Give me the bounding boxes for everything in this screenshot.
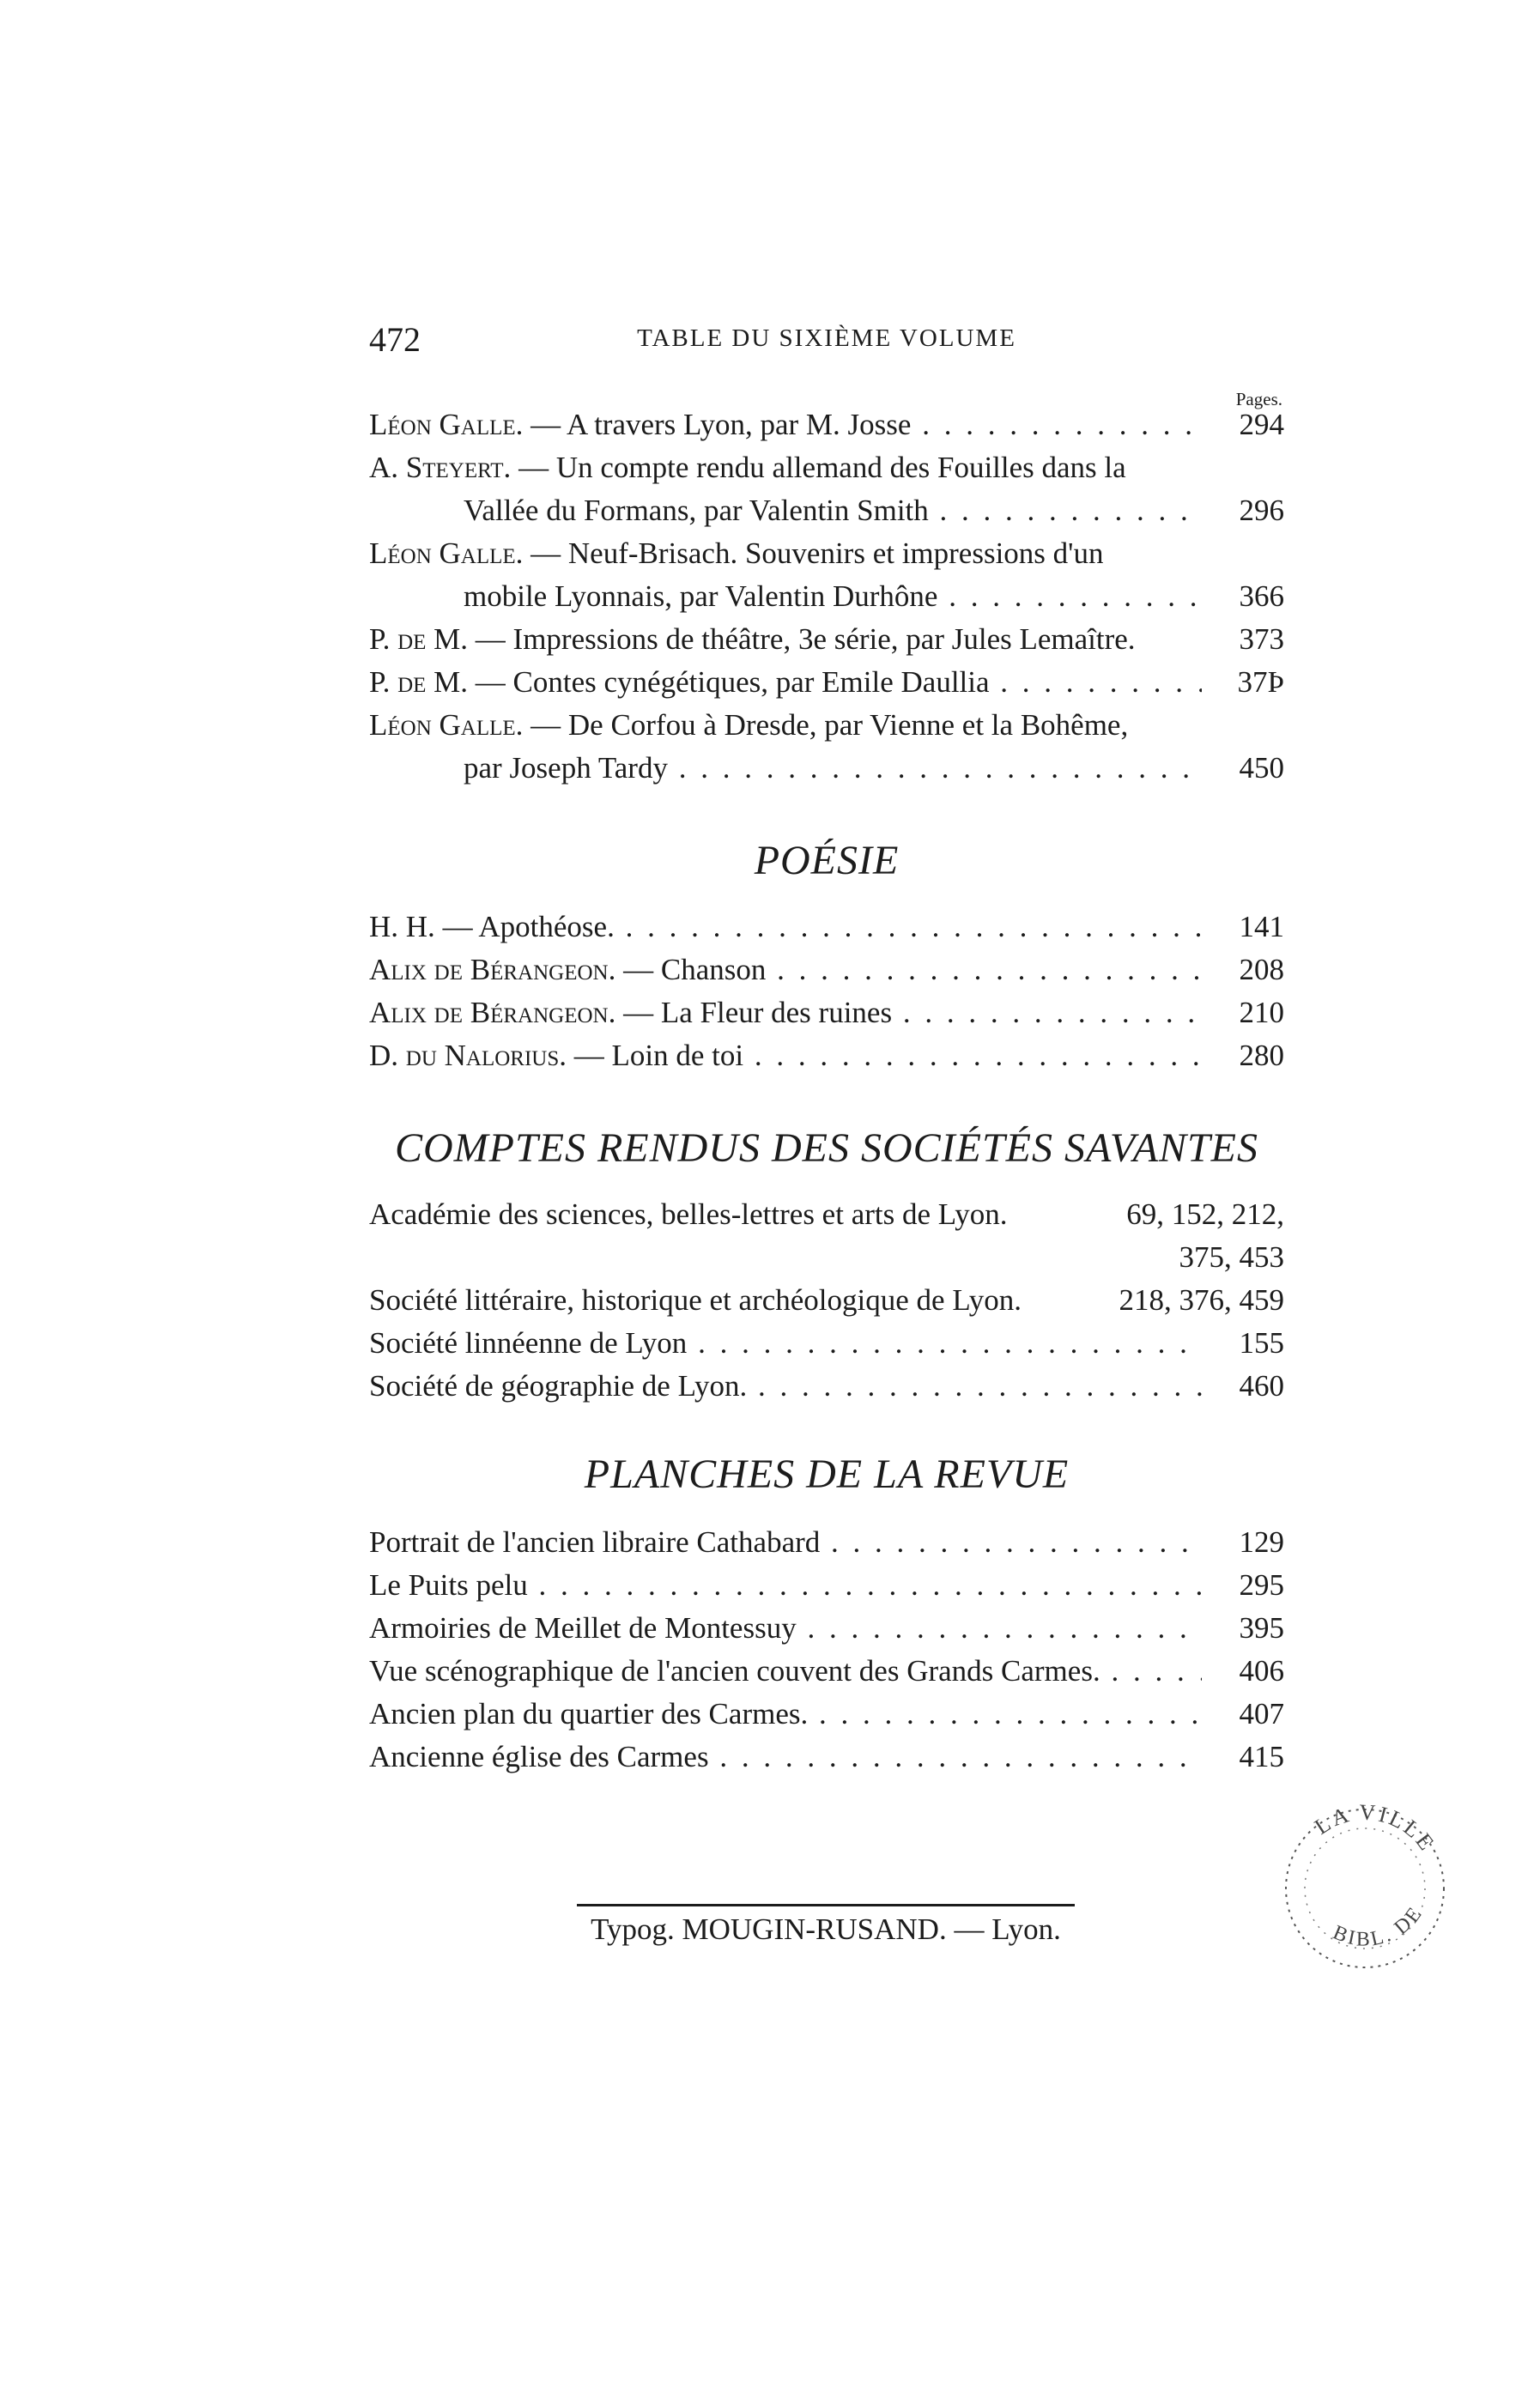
list-item [369, 403, 1284, 446]
list-item [369, 1650, 1284, 1693]
entry-page: 407 [1239, 1697, 1284, 1730]
entry-title: — Chanson [615, 953, 767, 986]
pages-column-label: Pages. [1235, 389, 1282, 409]
entry-title-cont: par Joseph Tardy . . . [464, 747, 1202, 790]
entry-title: — Un compte rendu allemand des Fouilles dans la [511, 451, 1126, 484]
library-stamp-icon [1270, 1794, 1459, 1983]
section-title-planches: PLANCHES DE LA REVUE [584, 1452, 1070, 1497]
section-title-poesie: POÉSIE [754, 838, 900, 883]
entry-title-cont: Vallée du Formans, par Valentin Smith . . . [464, 489, 1202, 532]
entry-page: 366 [1239, 579, 1284, 613]
list-item [369, 1365, 1284, 1408]
entry-page: 295 [1239, 1568, 1284, 1602]
list-item [369, 1279, 1284, 1322]
stamp-text-bottom: BIBL. DE [1329, 1901, 1428, 1951]
svg-text:BIBL. DE [1330, 1901, 1428, 1950]
entry-page: 395 [1239, 1611, 1284, 1645]
list-item [369, 704, 1284, 790]
list-item [369, 661, 1284, 704]
entry-title: Académie des sciences, belles-lettres et arts de Lyon. [369, 1197, 1008, 1231]
printer-imprint: Typog. MOUGIN-RUSAND. — Lyon. [591, 1912, 1061, 1946]
entry-author: P. de M. [369, 665, 469, 699]
entry-title: Ancien plan du quartier des Carmes. . . . [369, 1693, 1202, 1736]
list-item [369, 991, 1284, 1034]
list-item [369, 1736, 1284, 1779]
entry-pages: 69, 152, 212, [1126, 1197, 1284, 1231]
entry-title: Société linnéenne de Lyon . . . [369, 1322, 1202, 1365]
entry-page: 406 [1239, 1654, 1284, 1688]
entry-page: 294 [1239, 408, 1284, 441]
entry-author: H. H. [369, 910, 435, 943]
entry-author: Léon Galle. [369, 536, 524, 570]
entry-title: — Impressions de théâtre, 3e série, par Jules Lemaître. [468, 622, 1136, 656]
entry-title: — Apothéose. [434, 910, 615, 943]
imprint-rule [577, 1904, 1075, 1906]
svg-text:LA VILLE [1310, 1800, 1440, 1857]
entry-author: P. de M. [369, 622, 469, 656]
running-title: TABLE DU SIXIÈME VOLUME [637, 324, 1016, 352]
entry-page: 129 [1239, 1525, 1284, 1559]
entry-title: Le Puits pelu . . . [369, 1564, 1202, 1607]
entry-page: 415 [1239, 1740, 1284, 1773]
entry-page: 460 [1239, 1369, 1284, 1403]
section-title-comptes-rendus: COMPTES RENDUS DES SOCIÉTÉS SAVANTES [394, 1125, 1258, 1171]
entry-page: 37Þ [1237, 665, 1284, 699]
list-item [369, 446, 1284, 532]
page-header [369, 319, 1284, 371]
entry-page: 373 [1239, 622, 1284, 656]
entry-author: Alix de Bérangeon. [369, 996, 616, 1029]
entry-page: 296 [1239, 494, 1284, 527]
entry-pages-cont: 375, 453 [1179, 1240, 1284, 1274]
entry-author: D. du Nalorius. [369, 1039, 567, 1072]
entry-page: 208 [1239, 953, 1284, 986]
entry-title: — Loin de toi [567, 1039, 744, 1072]
entry-page: 141 [1239, 910, 1284, 943]
entry-title: Ancienne église des Carmes . . . [369, 1736, 1202, 1779]
reviews-list [369, 403, 1284, 790]
entry-title: Portrait de l'ancien libraire Cathabard . . . [369, 1521, 1202, 1564]
entry-title: Vue scénographique de l'ancien couvent des Grands Carmes. . . . [369, 1650, 1202, 1693]
entry-title-cont: mobile Lyonnais, par Valentin Durhône . . . [464, 575, 1202, 618]
entry-title: — De Corfou à Dresde, par Vienne et la Bohême, [523, 708, 1129, 742]
planches-list [369, 1521, 1284, 1779]
entry-pages: 218, 376, 459 [1119, 1283, 1284, 1317]
entry-page: 210 [1239, 996, 1284, 1029]
list-item [369, 1607, 1284, 1650]
entry-author: Alix de Bérangeon. [369, 953, 616, 986]
entry-title: Armoiries de Meillet de Montessuy . . . [369, 1607, 1202, 1650]
entry-title: Société de géographie de Lyon. . . . [369, 1365, 1202, 1408]
entry-title: — Contes cynégétiques, par Emile Daullia [468, 665, 990, 699]
entry-author: A. Steyert. [369, 451, 512, 484]
page-number: 472 [369, 320, 421, 359]
list-item [369, 1034, 1284, 1077]
entry-page: 155 [1239, 1326, 1284, 1360]
list-item [369, 949, 1284, 991]
entry-title: — A travers Lyon, par M. Josse [523, 408, 912, 441]
entry-title: — Neuf-Brisach. Souvenirs et impressions d'un [523, 536, 1104, 570]
entry-author: Léon Galle. [369, 408, 524, 441]
list-item [369, 1193, 1284, 1279]
entry-title: Société littéraire, historique et archéologique de Lyon. [369, 1283, 1022, 1317]
comptes-list [369, 1193, 1284, 1408]
entry-author: Léon Galle. [369, 708, 524, 742]
list-item [369, 618, 1284, 661]
stamp-text-top: LA VILLE [1310, 1799, 1440, 1857]
entry-page: 450 [1239, 751, 1284, 785]
list-item [369, 1521, 1284, 1564]
entry-title: — La Fleur des ruines [615, 996, 893, 1029]
poesie-list [369, 906, 1284, 1077]
list-item [369, 1564, 1284, 1607]
list-item [369, 1322, 1284, 1365]
list-item [369, 906, 1284, 949]
list-item [369, 532, 1284, 618]
entry-page: 280 [1239, 1039, 1284, 1072]
list-item [369, 1693, 1284, 1736]
